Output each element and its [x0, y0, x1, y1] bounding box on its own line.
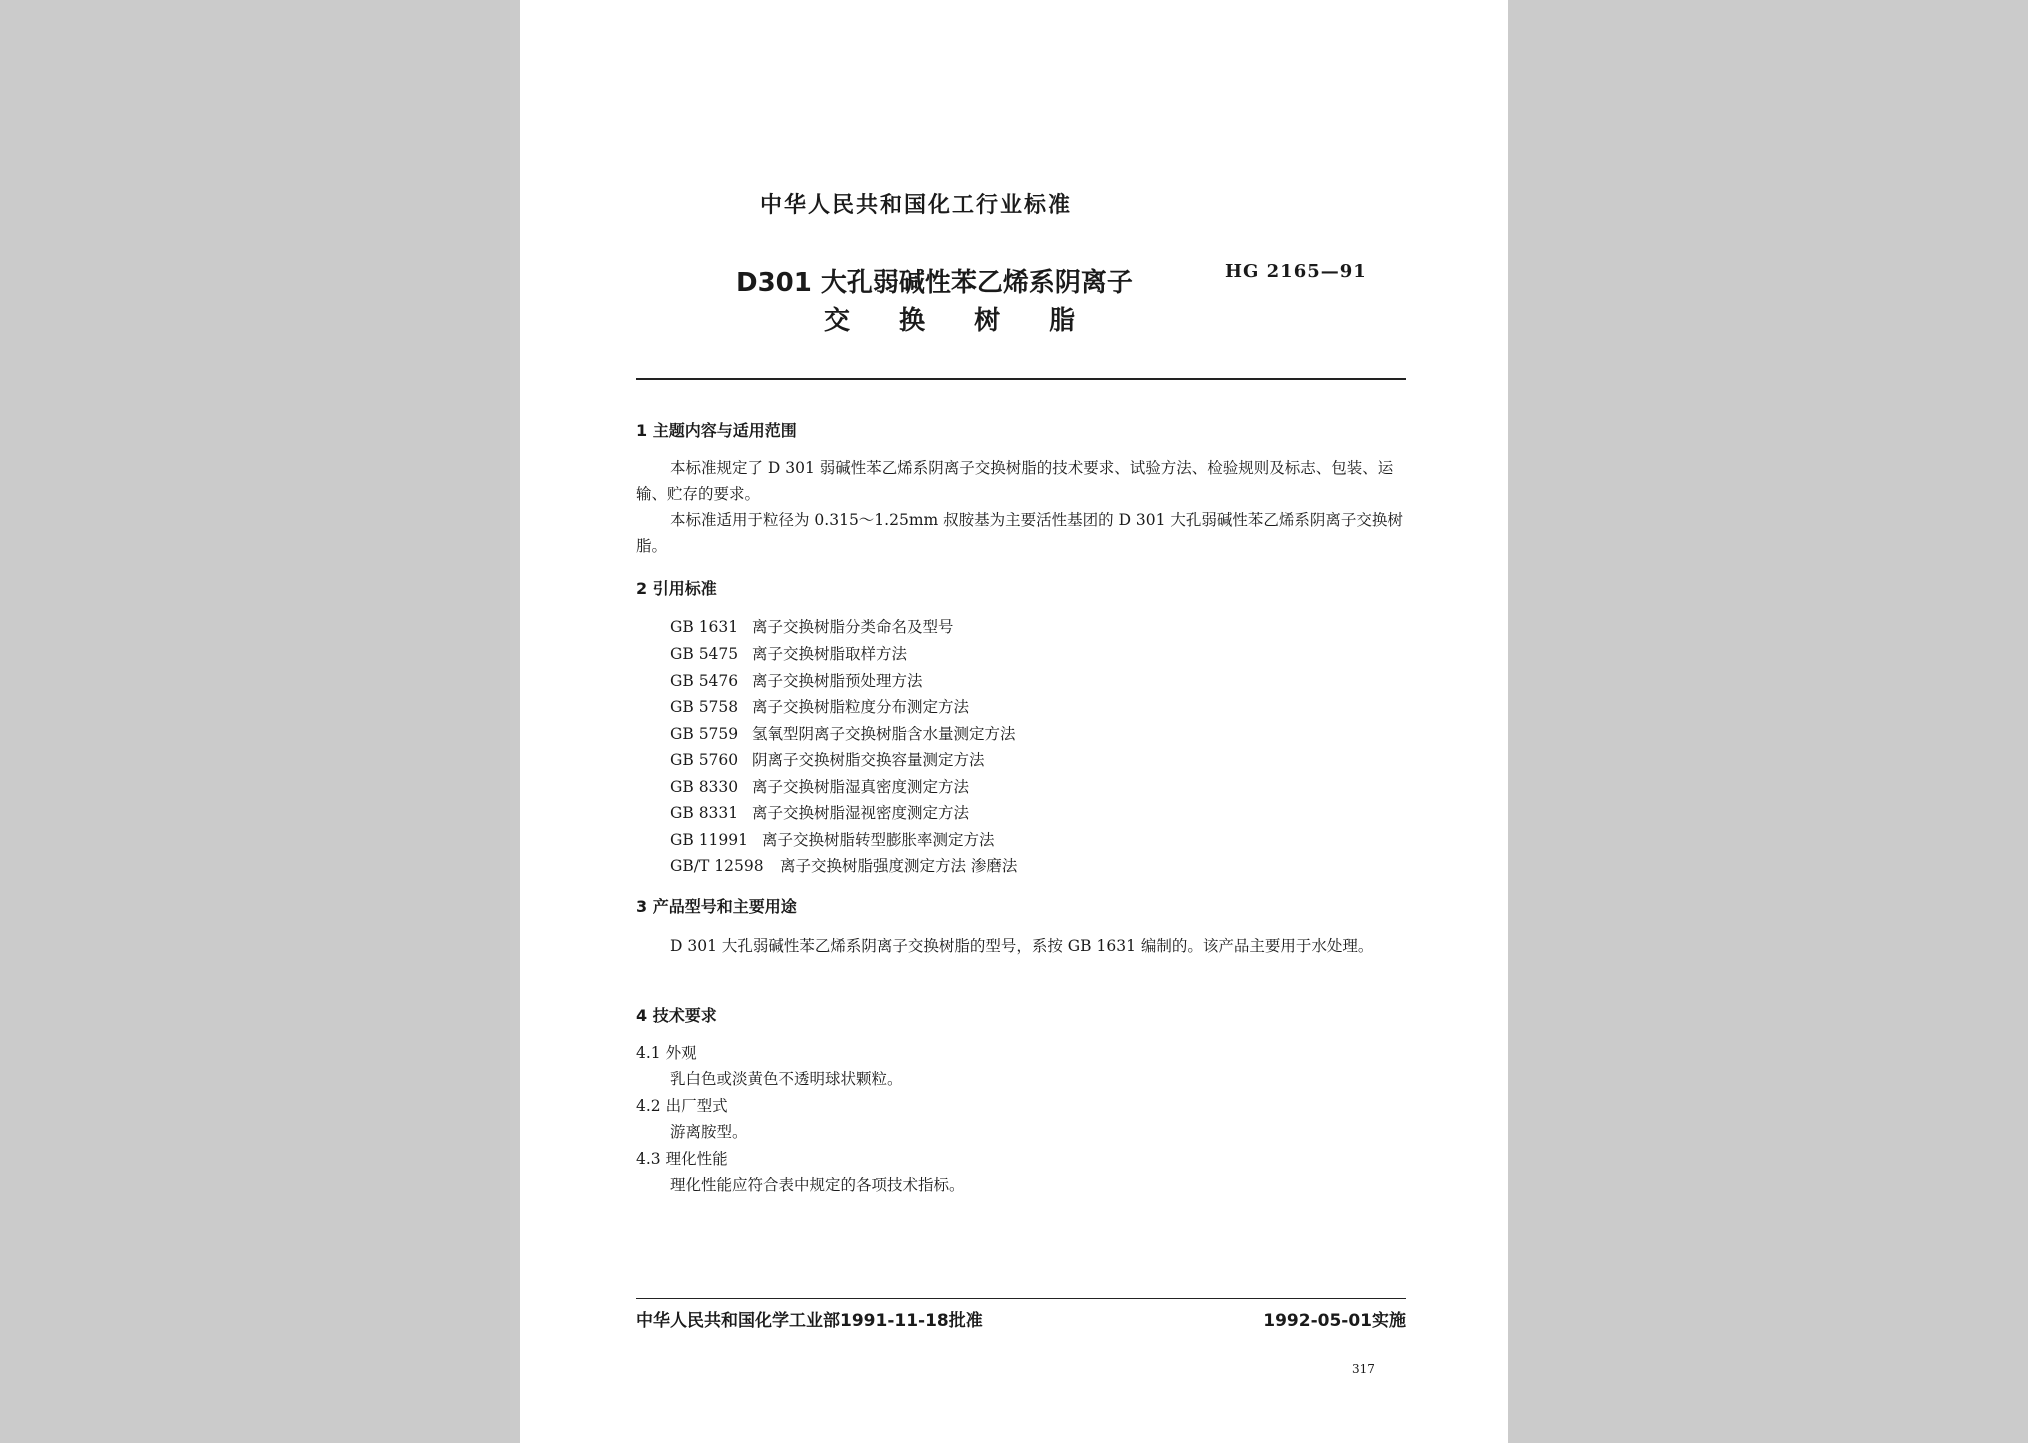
reference-name: 离子交换树脂预处理方法 [752, 672, 923, 690]
reference-name: 离子交换树脂分类命名及型号 [752, 618, 954, 636]
reference-name: 离子交换树脂湿真密度测定方法 [752, 778, 970, 796]
subsection-4-1-text: 乳白色或淡黄色不透明球状颗粒。 [670, 1070, 903, 1088]
reference-item [670, 747, 985, 773]
subsection-4-3-title: 4.3 理化性能 [636, 1150, 728, 1168]
approval-line: 中华人民共和国化学工业部1991-11-18批准 [636, 1311, 983, 1331]
standard-title-line2: 交 换 树 脂 [824, 306, 1096, 336]
subsection-4-1-title: 4.1 外观 [636, 1044, 697, 1062]
reference-name: 阴离子交换树脂交换容量测定方法 [752, 751, 985, 769]
section-3-paragraph: D 301 大孔弱碱性苯乙烯系阴离子交换树脂的型号，系按 GB 1631 编制的。该产品主要用于水处理。 [670, 937, 1374, 955]
section-4-heading: 4 技术要求 [636, 1006, 717, 1025]
reference-item [670, 614, 954, 640]
subsection-4-2-title: 4.2 出厂型式 [636, 1097, 728, 1115]
title-divider [636, 378, 1406, 380]
reference-name: 离子交换树脂湿视密度测定方法 [752, 804, 970, 822]
reference-code: GB 8330 [670, 778, 739, 796]
reference-item [670, 694, 969, 720]
reference-code: GB 5759 [670, 725, 739, 743]
subsection-4-3-text: 理化性能应符合表中规定的各项技术指标。 [670, 1176, 965, 1194]
section-1-paragraph-2: 本标准适用于粒径为 0.315～1.25mm 叔胺基为主要活性基团的 D 301 大孔弱碱性苯乙烯系阴离子交换树脂。 [636, 511, 1403, 555]
reference-code: GB 5758 [670, 698, 739, 716]
page-number: 317 [1352, 1362, 1375, 1376]
reference-item [670, 774, 969, 800]
reference-name: 离子交换树脂强度测定方法 渗磨法 [780, 857, 1018, 875]
document-page [520, 0, 1508, 1443]
standard-code: HG 2165—91 [1225, 261, 1367, 282]
reference-item [670, 668, 923, 694]
reference-item [670, 827, 995, 853]
reference-code: GB/T 12598 [670, 857, 764, 875]
reference-item [670, 853, 1017, 879]
footer-divider [636, 1298, 1406, 1299]
section-2-heading: 2 引用标准 [636, 579, 717, 598]
effective-date: 1992-05-01实施 [1263, 1311, 1406, 1331]
reference-code: GB 5475 [670, 645, 739, 663]
reference-code: GB 5476 [670, 672, 739, 690]
reference-name: 离子交换树脂粒度分布测定方法 [752, 698, 970, 716]
reference-name: 离子交换树脂取样方法 [752, 645, 908, 663]
reference-item [670, 721, 1016, 747]
section-1-heading: 1 主题内容与适用范围 [636, 421, 797, 440]
standard-title-line1: D301 大孔弱碱性苯乙烯系阴离子 [736, 268, 1133, 298]
reference-item [670, 641, 907, 667]
subsection-4-2-text: 游离胺型。 [670, 1123, 748, 1141]
reference-name: 离子交换树脂转型膨胀率测定方法 [762, 831, 995, 849]
reference-code: GB 11991 [670, 831, 749, 849]
reference-code: GB 1631 [670, 618, 739, 636]
agency-standard-header: 中华人民共和国化工行业标准 [760, 193, 1073, 218]
reference-item [670, 800, 969, 826]
reference-code: GB 5760 [670, 751, 739, 769]
reference-name: 氢氧型阴离子交换树脂含水量测定方法 [752, 725, 1016, 743]
section-3-heading: 3 产品型号和主要用途 [636, 897, 797, 916]
section-1-paragraph-1: 本标准规定了 D 301 弱碱性苯乙烯系阴离子交换树脂的技术要求、试验方法、检验规则及标志、包装、运输、贮存的要求。 [636, 459, 1394, 503]
reference-code: GB 8331 [670, 804, 739, 822]
